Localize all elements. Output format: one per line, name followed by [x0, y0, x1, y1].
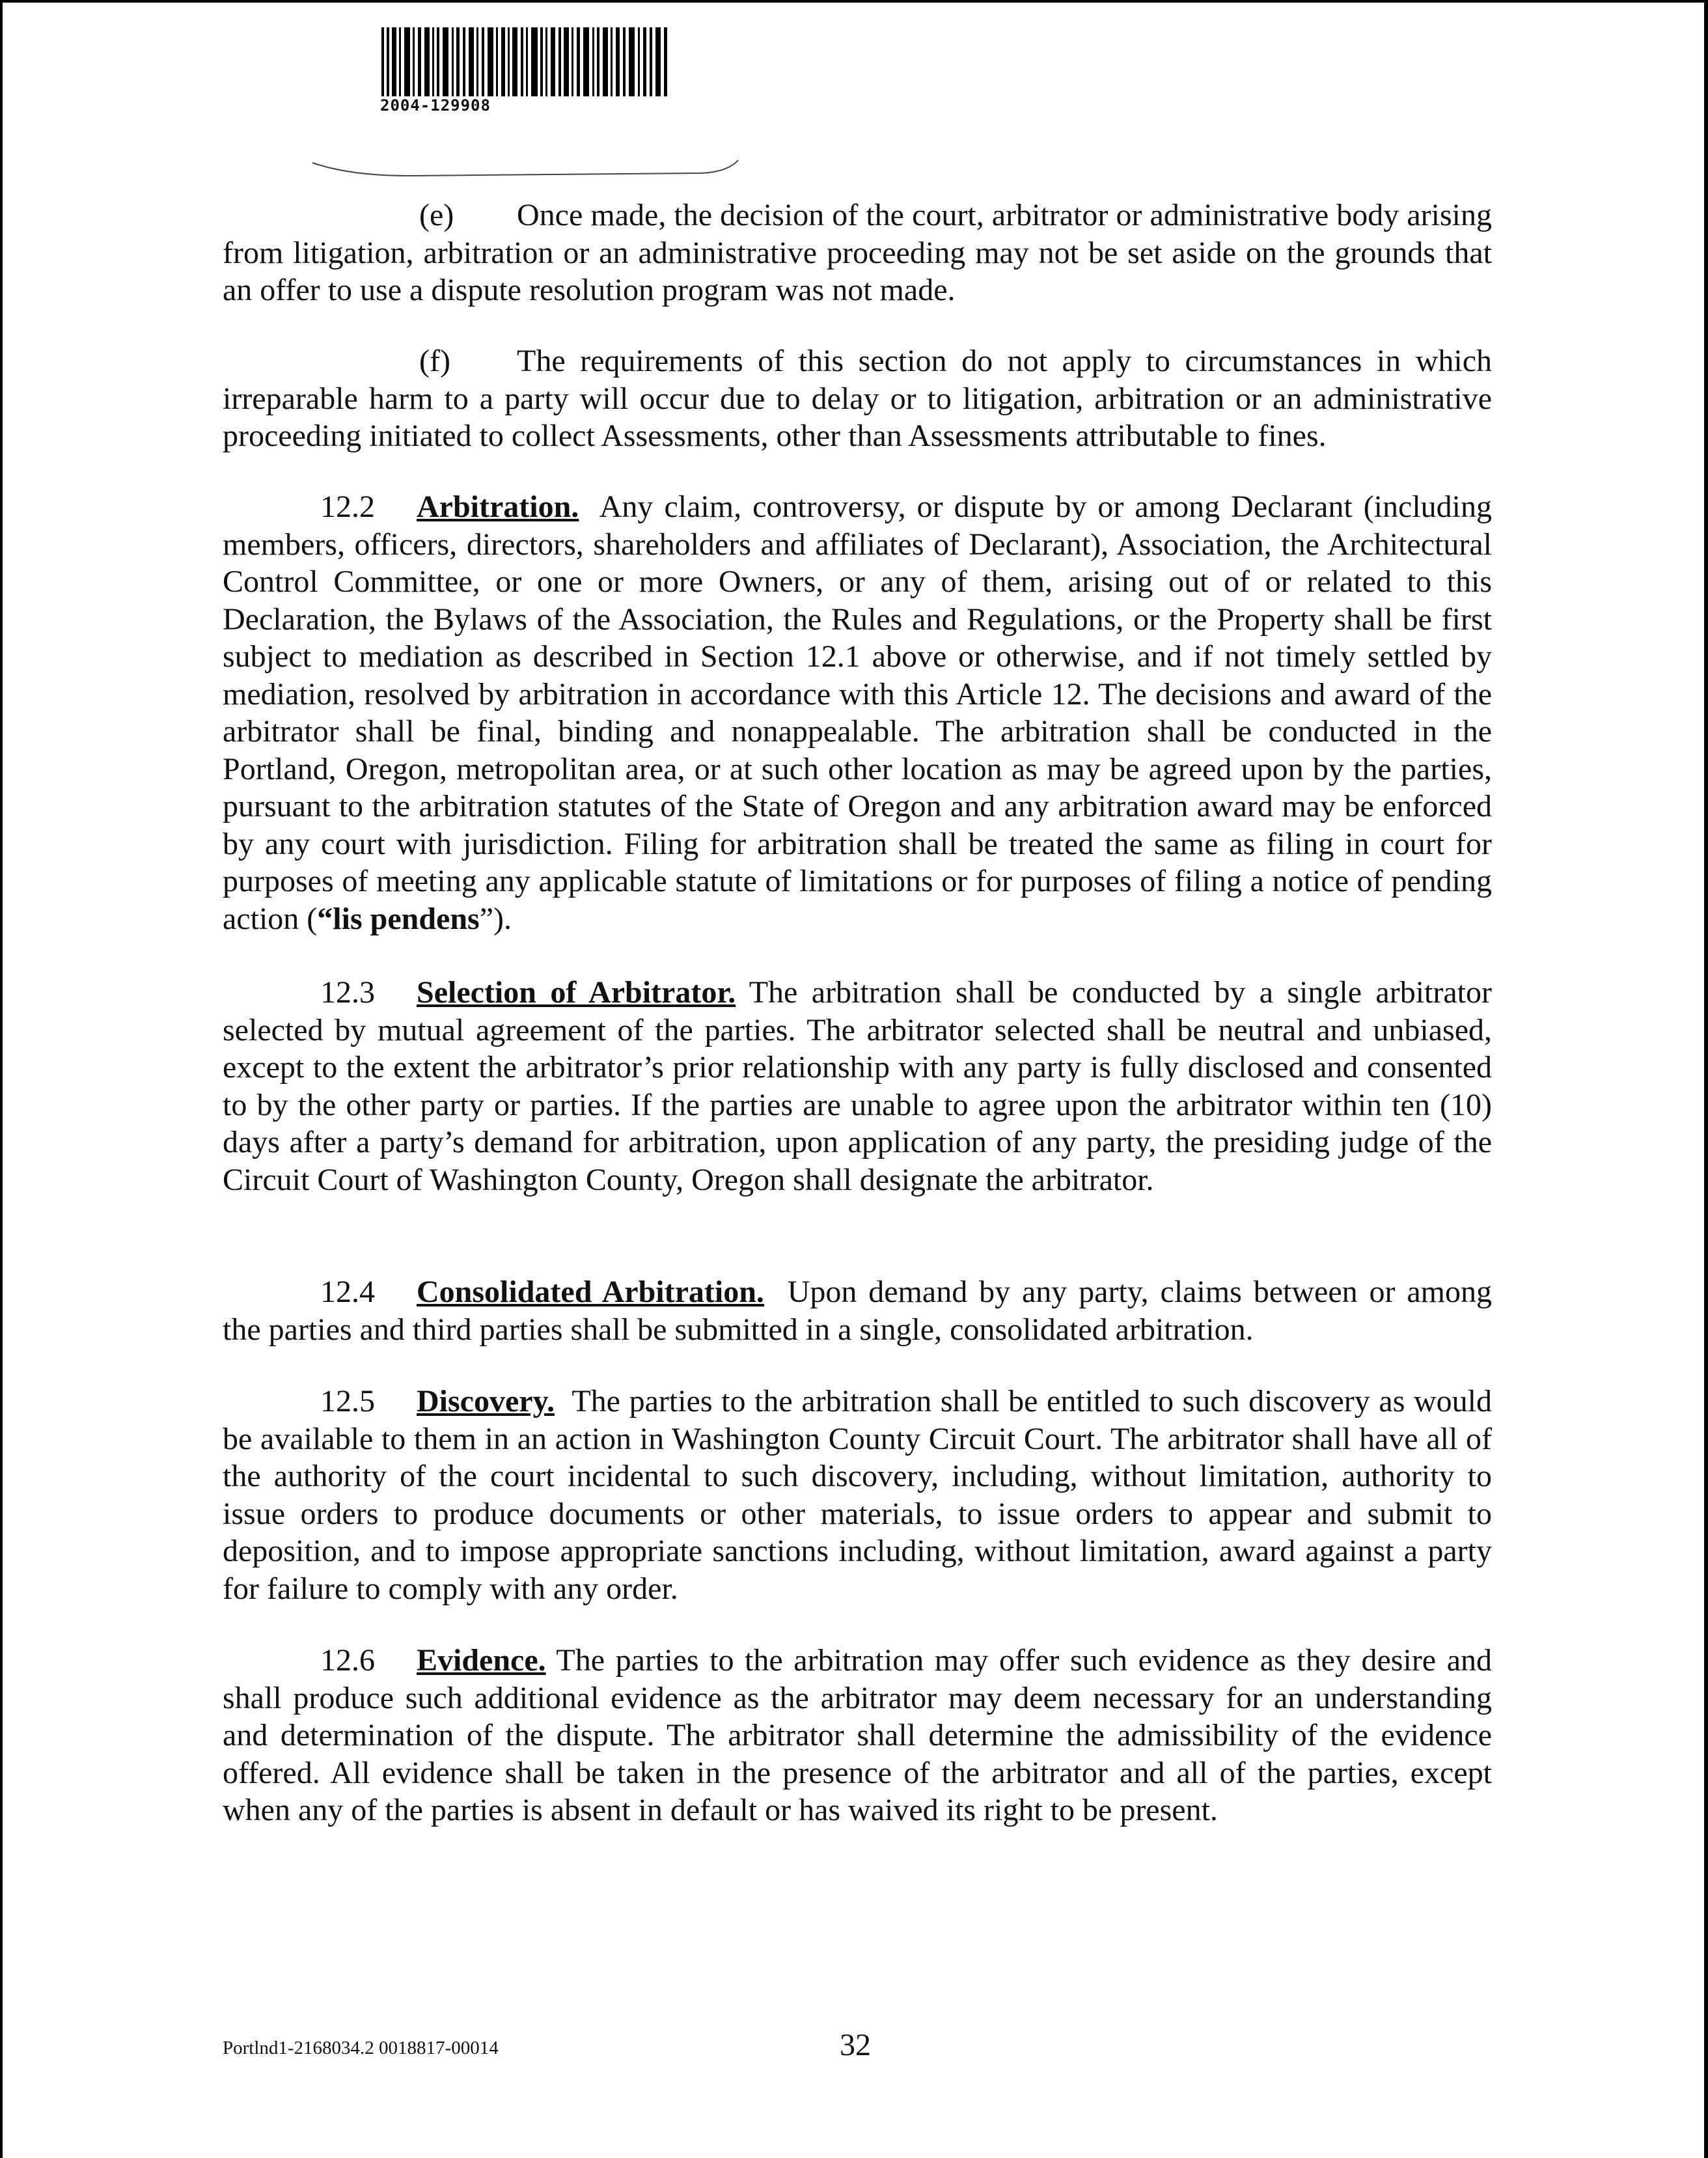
- barcode-number: 2004-129908: [380, 96, 491, 115]
- paragraph-12-5: [223, 1383, 1492, 1607]
- barcode-image: [381, 27, 668, 96]
- paragraph-12-3: [223, 974, 1492, 1198]
- section-12-5: [223, 1383, 1492, 1607]
- section-heading: Selection of Arbitrator.: [417, 975, 736, 1010]
- section-12-2: [223, 488, 1492, 937]
- section-number: 12.5: [320, 1384, 375, 1418]
- footer-document-id: Portlnd1-2168034.2 0018817-00014: [223, 2038, 499, 2058]
- section-text: The parties to the arbitration shall be entitled to such discovery as would be available to them in an action in Washington County Circuit Court. The arbitrator shall have all of the authority of the court incidental to such discovery, including, without limitation, authority to issue orders to produce documents or other materials, to issue orders to appear and submit to deposition, and to impose appropriate sanctions including, without limitation, award against a party for failure to comply with any order.: [223, 1384, 1493, 1606]
- section-text-closing: ”).: [479, 901, 512, 936]
- section-number: 12.2: [320, 490, 375, 524]
- subsection-label: (e): [419, 198, 454, 232]
- section-number: 12.3: [320, 975, 375, 1010]
- section-text: Upon demand by any party, claims between or among the parties and third parties shall be submitted in a single, consolidated arbitration.: [223, 1275, 1493, 1347]
- section-text: Any claim, controversy, or dispute by or among Declarant (including members, officers, directors, shareholders and affiliates of Declarant), Association, the Architectural Control Committee, or one or more Owners, or any of them, arising out of or related to this Declaration, the Bylaws of the Association, the Rules and Regulations, or the Property shall be first subject to mediation as described in Section 12.1 above or otherwise, and if not timely settled by mediation, resolved by arbitration in accordance with this Article 12. The decisions and award of the arbitrator shall be final, binding and nonappealable. The arbitration shall be conducted in the Portland, Oregon, metropolitan area, or at such other location as may be agreed upon by the parties, pursuant to the arbitration statutes of the State of Oregon and any arbitration award may be enforced by any court with jurisdiction. Filing for arbitration shall be treated the same as filing in court for purposes of meeting any applicable statute of limitations or for purposes of filing a notice of pending action (: [223, 490, 1492, 936]
- section-12-4: [223, 1273, 1492, 1348]
- paragraph-f: [223, 342, 1492, 455]
- subsection-text: The requirements of this section do not apply to circumstances in which irreparable harm to a party will occur due to delay or to litigation, arbitration or an administrative proceeding initiated to collect Assessments, other than Assessments attributable to fines.: [223, 344, 1492, 453]
- scan-artifact-line: [311, 154, 741, 180]
- scan-edge-right: [1704, 0, 1708, 2158]
- paragraph-12-6: [223, 1642, 1492, 1829]
- section-heading: Evidence.: [417, 1643, 546, 1678]
- page-number: 32: [840, 2028, 871, 2062]
- section-12-6: [223, 1642, 1492, 1829]
- section-text: The arbitration shall be conducted by a single arbitrator selected by mutual agreement of the parties. The arbitrator selected shall be neutral and unbiased, except to the extent the arbitrator’s prior relationship with any party is fully disclosed and consented to by the other party or parties. If the parties are unable to agree upon the arbitrator within ten (10) days after a party’s demand for arbitration, upon application of any party, the presiding judge of the Circuit Court of Washington County, Oregon shall designate the arbitrator.: [223, 975, 1493, 1197]
- section-12-3: [223, 974, 1492, 1198]
- subsection-text: Once made, the decision of the court, arbitrator or administrative body arising from litigation, arbitration or an administrative proceeding may not be set aside on the grounds that an offer to use a dispute resolution program was not made.: [223, 198, 1492, 307]
- section-heading: Arbitration.: [417, 490, 579, 524]
- subsection-f: [223, 342, 1492, 455]
- subsection-e: [223, 197, 1492, 309]
- section-text: The parties to the arbitration may offer such evidence as they desire and shall produce such additional evidence as the arbitrator may deem necessary for an understanding and determination of the dispute. The arbitrator shall determine the admissibility of the evidence offered. All evidence shall be taken in the presence of the arbitrator and all of the parties, except when any of the parties is absent in default or has waived its right to be present.: [223, 1643, 1493, 1827]
- paragraph-e: [223, 197, 1492, 309]
- section-number: 12.6: [320, 1643, 375, 1678]
- paragraph-12-4: [223, 1273, 1492, 1348]
- scan-edge-top: [0, 0, 1708, 3]
- scan-edge-left: [0, 0, 3, 2158]
- section-heading: Consolidated Arbitration.: [417, 1275, 764, 1309]
- subsection-label: (f): [419, 344, 450, 378]
- section-number: 12.4: [320, 1275, 375, 1309]
- section-heading: Discovery.: [417, 1384, 555, 1418]
- lis-pendens-term: “lis pendens: [317, 901, 480, 936]
- paragraph-12-2: [223, 488, 1492, 937]
